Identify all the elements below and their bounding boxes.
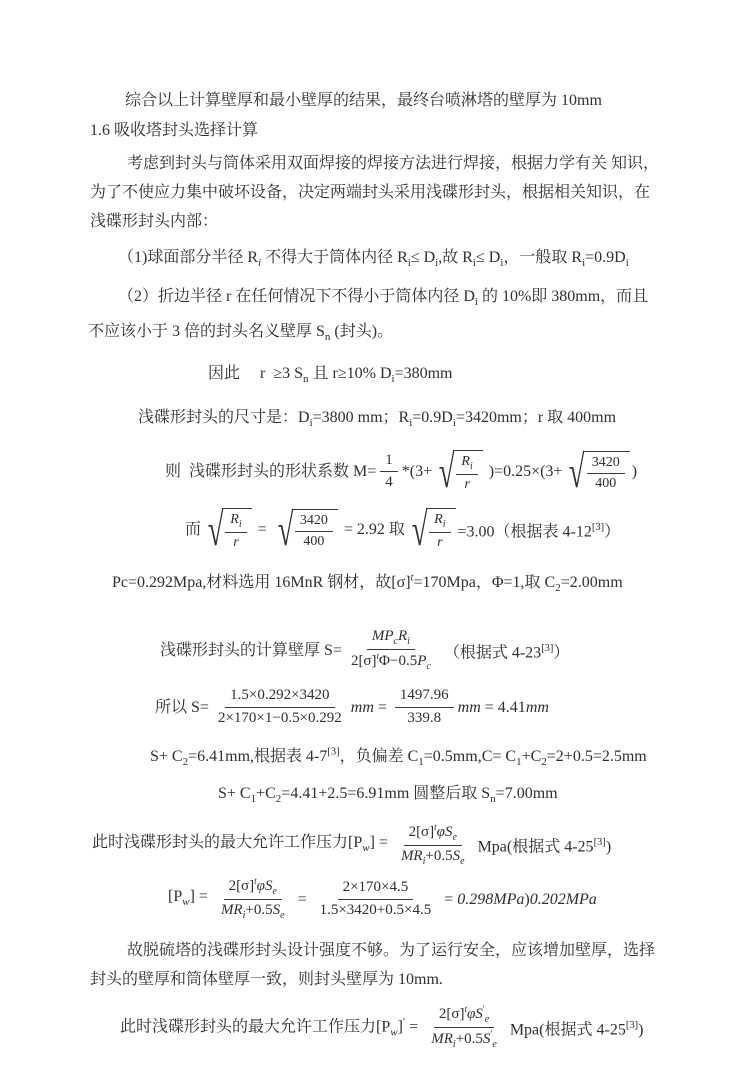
text-run: = [293,890,311,908]
text-run-group [440,885,597,914]
sqrt-expression [407,504,456,556]
fraction [396,822,470,868]
text-run-group [440,634,570,667]
denominator [346,650,436,673]
text-run-group [208,364,453,385]
numerator [224,876,282,900]
numerator [380,451,398,473]
numerator [295,512,333,532]
fraction [426,1004,502,1051]
numerator [225,511,246,533]
subscript: e [484,1014,490,1026]
text-run-group [474,828,612,861]
text-run: ] = [189,887,212,905]
subscript: 2 [182,755,189,768]
text-run: 0.298MPa [457,890,525,908]
text-run-group [400,848,465,868]
denominator [216,900,290,922]
denominator [459,475,474,494]
text-run-group [458,513,621,546]
fraction [395,686,454,728]
subscript: c [393,636,398,648]
text-run: +C [521,747,542,765]
text-run: =2.00mm [560,574,623,592]
text-run: 所以 S= [155,698,209,716]
text-run: +0.5 [245,902,273,919]
numerator [404,822,462,846]
subscript: i [442,518,446,530]
text-run-group [592,455,620,470]
numerator [456,453,477,475]
subscript: i [625,257,629,270]
text-run: (封头)。 [330,323,394,341]
paragraph-weld-line2: 为了不使应力集中破坏设备，决定两端封头采用浅碟形封头，根据相关知识，在 [90,184,651,201]
text-run-group [506,1011,644,1044]
text-run: （1)球面部分半径 R [118,249,259,266]
text-run-group [220,902,285,922]
text-run: ，一般取 R [503,249,583,266]
fraction [315,878,437,920]
paragraph-weld-line1: 考虑到封头与筒体采用双面焊接的焊接方法进行焊接，根据力学有关 知识， [127,155,660,172]
text-run: *(3+ [401,463,433,481]
text-run-group [218,710,342,726]
fraction [225,511,246,552]
text-run-group [431,1029,497,1051]
text-run: =0.9D [585,249,626,266]
text-run-group [230,687,329,703]
subscript: i [422,856,426,868]
text-run: R [434,511,443,527]
text-run-group [254,515,271,544]
text-run-group [385,452,393,468]
text-run: +0.5 [425,848,453,865]
allowance-sum-line [88,737,716,777]
text-run: 3420 [591,454,620,470]
subscript: 1 [418,755,424,768]
text-run: ) [605,838,612,856]
text-run: 则 浅碟形封头的形状系数 M= [165,463,377,481]
text-run: S [482,1031,491,1048]
denominator [432,533,447,552]
subscript: i [435,257,439,270]
text-run-group [92,828,392,863]
head-dimensions-line [88,403,716,438]
subscript: i [407,257,411,270]
text-run: R [397,628,408,645]
text-run-group [138,408,617,429]
text-run-group [464,477,469,492]
superscript: [3] [591,522,605,534]
text-run-group [150,746,647,768]
radicand [584,451,630,493]
radical-icon: √ [277,504,294,556]
text-run: R [230,511,239,527]
text-run: 浅碟形封头的尺寸是：D [138,408,310,426]
text-run-group [402,457,432,486]
text-run: （2）折边半径 r 在任何情况下不得小于筒体内径 D [118,288,475,306]
subscript: i [409,416,413,429]
superscript: ′ [490,1029,493,1040]
text-run: = [440,890,458,908]
numerator [434,1004,494,1028]
subscript: i [474,296,478,309]
text-run-group [632,457,637,486]
text-run: ) [638,1021,644,1039]
denominator [380,472,398,493]
text-run: φS [256,878,273,895]
text-run: 此时浅碟形封头的最大允许工作压力[P [92,833,363,851]
numerator [225,686,334,708]
formula-shape-factor [88,446,716,498]
text-run: 而 [185,521,202,539]
text-run-group [165,457,376,486]
text-run: MP [371,628,394,645]
superscript: ′ [402,1016,406,1028]
text-run: =4.41+2.5=6.91mm 圆整后取 S [281,784,491,802]
formula-thickness-result [88,685,716,729]
section-heading: 1.6 吸收塔封头选择计算 [90,122,259,139]
text-run-group [407,710,441,726]
text-run: ） [553,644,570,662]
text-run-group [343,879,409,895]
fraction [456,453,477,494]
radical-icon: √ [411,504,428,556]
text-run: ） [604,523,621,541]
subscript: 2 [555,582,561,595]
subscript: i [238,518,242,530]
subscript: w [362,841,370,854]
text-run: r [233,534,239,550]
text-run-group [233,535,238,550]
text-run: = 2.92 取 [339,521,405,539]
text-run: ] [397,1018,403,1036]
subscript: w [390,1026,398,1039]
denominator [590,474,621,493]
text-run: [P [168,887,183,905]
subscript: 2 [275,793,282,806]
text-run: 不应该小于 3 倍的封头名义壁厚 S [88,323,325,341]
subscript: i [242,910,246,922]
superscript: t [464,1004,467,1015]
radicand [222,508,251,552]
fraction [213,686,347,728]
text-run: S+ C [218,784,251,802]
text-run: 2[σ] [350,653,377,670]
fraction [295,512,333,551]
denominator [298,532,329,551]
text-run: 2×170×4.5 [342,879,409,896]
text-run: S+ C [150,747,183,765]
material-parameters-line [88,564,716,604]
subscript: 2 [541,755,547,768]
text-run: 的 10%即 380mm，而且 [477,288,649,306]
text-run-group [303,534,324,549]
sqrt-expression [203,504,252,556]
text-run: ,故 R [438,249,473,266]
text-run: 1.5×0.292×3420 [230,687,330,704]
text-run: φS [466,1006,483,1023]
text-run-group [300,513,328,528]
text-run: ≤ D [475,249,501,266]
text-run-group [350,651,431,673]
text-run-group [230,511,242,530]
rule-item-2-line2 [88,317,716,352]
denominator [396,846,470,868]
text-run: 2[σ] [438,1006,465,1023]
subscript: c [426,661,431,673]
text-run-group [340,515,405,544]
text-run: R [461,453,470,469]
subscript: w [182,895,190,908]
text-run: r [437,534,443,550]
text-run: =3800 mm；R [312,408,410,426]
superscript: [3] [625,1019,639,1031]
text-run-group [168,882,212,917]
text-run: （根据式 4-23 [439,644,542,662]
text-run: =3.00（根据表 4-12 [457,523,592,541]
text-run-group [385,474,393,490]
text-run: ，负偏差 C [339,747,419,765]
text-run: mm [350,698,374,716]
numerator [395,686,454,708]
text-run: 4 [385,474,393,491]
text-run: mm [457,698,481,716]
subscript: e [492,1039,497,1051]
text-run: Φ−0.5 [379,653,418,670]
text-run: 339.8 [407,709,442,726]
fraction [429,511,450,552]
rounded-thickness-line [88,779,716,814]
text-run: ) [524,890,530,908]
denominator [402,708,446,729]
formula-calc-thickness [88,627,716,673]
text-run-group [155,693,209,722]
text-run: =2+0.5=2.5mm [546,747,647,765]
text-run: 3420 [299,512,328,528]
fraction [346,627,436,673]
text-run-group [458,693,549,722]
text-run-group [434,511,446,530]
subscript: i [500,257,504,270]
text-run: φS [436,824,453,841]
text-run: 因此 r ≥3 S [208,364,304,382]
sqrt-expression [434,446,483,498]
text-run: S [452,848,461,865]
text-run-group [437,535,442,550]
rule-item-1 [88,243,716,278]
text-run-group [408,822,457,844]
text-run: 1.5×3420+0.5×4.5 [319,901,432,918]
text-run: )=0.25×(3+ [484,463,563,481]
formula-max-pressure-revised [88,1004,716,1051]
subscript: i [258,257,262,270]
text-run: ≤ D [410,249,436,266]
text-run: +C [256,784,276,802]
formula-sqrt-ratio [88,504,716,556]
text-run-group [160,636,342,665]
numerator [429,511,450,533]
text-run-group [595,476,616,491]
superscript: ′ [482,1004,485,1015]
radicand [426,508,455,552]
subscript: 1 [516,755,522,768]
text-run: P [417,653,427,670]
text-run: mm [525,698,549,716]
text-run: =7.00mm [495,784,558,802]
text-run-group [185,515,201,544]
text-run: 1 [385,451,393,468]
text-run: =0.5mm,C= C [423,747,517,765]
text-run-group [294,885,311,914]
subscript: e [460,856,465,868]
text-run: = [373,698,391,716]
subscript: n [324,331,331,344]
text-run: 2[σ] [408,824,435,841]
denominator [426,1028,502,1051]
subscript: e [452,832,457,844]
denominator [315,900,437,921]
superscript: [3] [593,837,606,849]
sqrt-expression [564,446,629,498]
fraction [587,454,625,493]
text-run: Mpa(根据式 4-25 [473,838,594,856]
conclusion-line1: 故脱硫塔的浅碟形封头设计强度不够。为了运行安全，应该增加壁厚，选择 [127,942,656,960]
therefore-condition-line [88,359,716,394]
subscript: e [280,910,285,922]
text-run-group [351,693,391,722]
text-run: r [464,476,470,492]
text-run: =0.9D [412,408,453,426]
text-run-group [371,628,410,648]
text-run: S [272,902,281,919]
radical-icon: √ [438,446,455,498]
subscript: i [407,636,410,648]
text-run: 2×170×1−0.5×0.292 [217,709,342,726]
fraction [216,876,290,922]
text-run-group [118,288,649,309]
text-run: ] = [369,833,392,851]
radicand [292,509,338,551]
superscript: t [254,876,257,887]
conclusion-line2: 封头的壁厚和筒体壁厚一致，则封头壁厚为 10mm. [90,971,443,989]
text-run-group [438,1004,490,1026]
text-run-group [461,453,473,472]
text-run: =170Mpa，Φ=1,取 C [413,574,556,592]
subscript: i [309,416,313,429]
subscript: i [469,460,473,472]
text-run-group [485,457,563,486]
text-run: 400 [303,533,325,549]
subscript: i [452,416,456,429]
text-run-group [88,323,394,344]
text-run: 2[σ] [228,878,255,895]
text-run: =380mm [394,364,453,382]
text-run: = [253,521,271,539]
text-run-group [400,687,449,703]
subscript: i [452,1039,456,1051]
text-run: +0.5 [455,1031,483,1048]
subscript: 1 [250,793,257,806]
superscript: t [376,651,380,662]
subscript: i [391,372,395,385]
text-run: 1497.96 [399,687,449,704]
subscript: e [272,886,277,898]
fraction [380,451,398,493]
numerator [367,627,415,650]
paragraph-weld-line3: 浅碟形封头内部： [90,213,219,230]
radical-icon: √ [569,446,585,498]
subscript: n [303,372,309,385]
denominator [228,533,243,552]
radical-icon: √ [207,504,224,556]
formula-pressure-evaluation [88,876,716,922]
denominator [213,708,347,729]
text-run-group [218,784,558,806]
text-run: 不得大于筒体内径 R [261,249,408,266]
text-run-group [228,876,277,898]
text-run: ) [631,463,638,481]
numerator [587,454,625,474]
text-run: 且 r≥10% D [308,364,392,382]
intro-line: 综合以上计算壁厚和最小壁厚的结果，最终台喷淋塔的壁厚为 10mm [125,92,602,109]
text-run: =3420mm；r 取 400mm [455,408,617,426]
subscript: i [582,257,586,270]
text-run-group [112,572,623,595]
sqrt-expression [273,504,338,556]
superscript: [3] [327,746,340,758]
text-run: MR [220,902,243,919]
text-run: Mpa(根据式 4-25 [505,1021,626,1039]
text-run: = [405,1018,423,1036]
numerator [338,878,414,900]
text-run: = 4.41 [480,698,526,716]
superscript: t [434,822,437,833]
text-run: 此时浅碟形封头的最大允许工作压力[P [120,1018,391,1036]
formula-max-pressure [88,822,716,868]
rule-item-2-line1 [88,282,716,317]
text-run: 浅碟形封头的计算壁厚 S= [160,641,342,659]
text-run: =6.41mm,根据表 4-7 [188,747,328,765]
text-run: 0.202MPa [529,890,597,908]
subscript: i [472,257,476,270]
radicand [453,450,482,494]
superscript: t [410,572,414,584]
subscript: n [490,793,496,806]
text-run-group [118,249,629,270]
text-run-group [120,1008,422,1048]
text-run-group [320,902,432,918]
superscript: [3] [541,642,554,654]
text-run: MR [400,848,423,865]
text-run: MR [431,1031,453,1048]
text-run: Pc=0.292Mpa,材料选用 16MnR 钢材，故[σ] [112,574,411,592]
text-run: 400 [595,475,617,491]
